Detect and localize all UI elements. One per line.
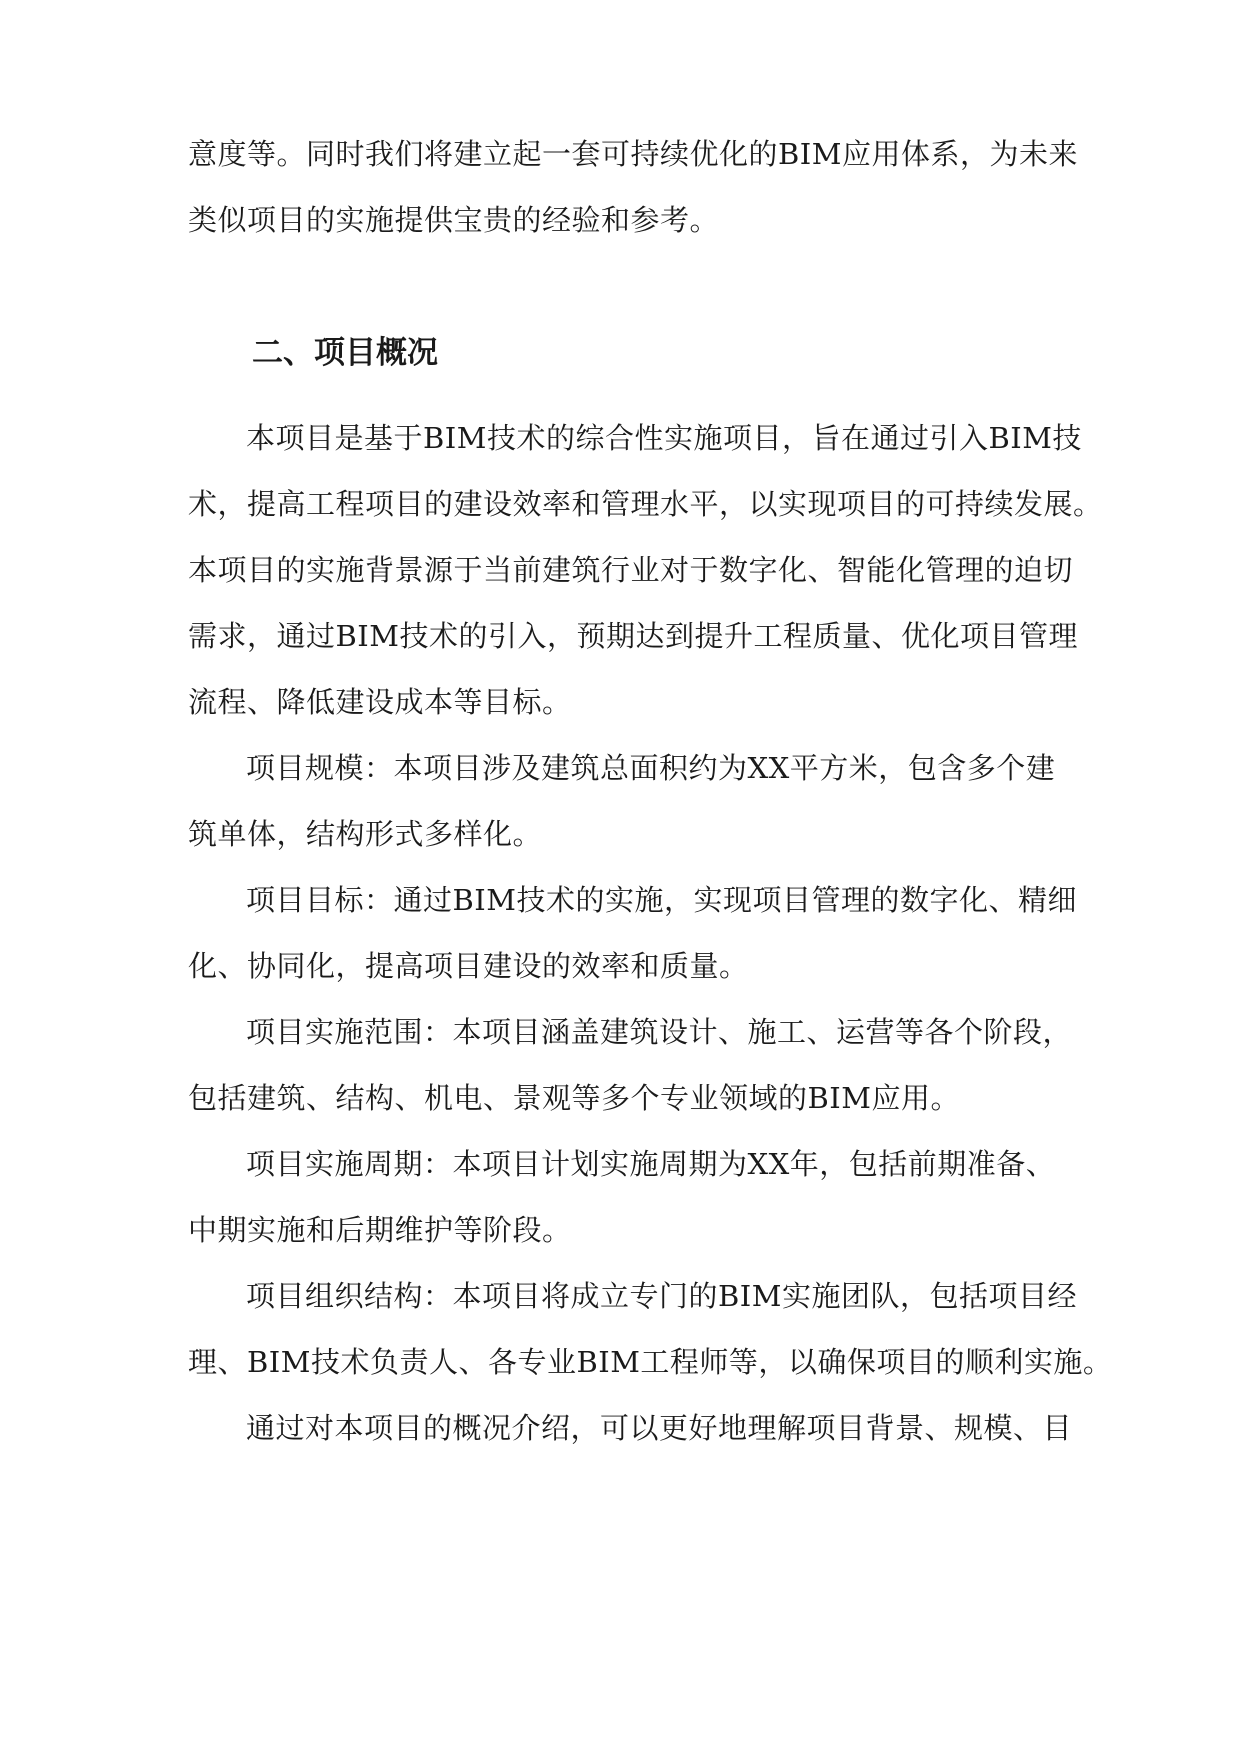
paragraph-line: 通过对本项目的概况介绍，可以更好地理解项目背景、规模、目 [246,1411,1073,1445]
paragraph-line: 项目实施范围：本项目涵盖建筑设计、施工、运营等各个阶段， [246,1015,1073,1049]
paragraph-line: 本项目的实施背景源于当前建筑行业对于数字化、智能化管理的迫切 [188,553,1074,587]
paragraph-line: 项目组织结构：本项目将成立专门的BIM实施团队，包括项目经 [246,1279,1077,1313]
paragraph-line: 类似项目的实施提供宝贵的经验和参考。 [188,203,720,237]
paragraph-line: 意度等。同时我们将建立起一套可持续优化的BIM应用体系，为未来 [188,137,1078,171]
paragraph-line: 化、协同化，提高项目建设的效率和质量。 [188,949,749,983]
paragraph-line: 项目目标：通过BIM技术的实施，实现项目管理的数字化、精细 [246,883,1077,917]
paragraph-line: 包括建筑、结构、机电、景观等多个专业领域的BIM应用。 [188,1081,960,1115]
paragraph-line: 中期实施和后期维护等阶段。 [188,1213,572,1247]
paragraph-line: 流程、降低建设成本等目标。 [188,685,572,719]
paragraph-line: 筑单体，结构形式多样化。 [188,817,543,851]
paragraph-line: 术，提高工程项目的建设效率和管理水平，以实现项目的可持续发展。 [188,487,1103,521]
paragraph-line: 理、BIM技术负责人、各专业BIM工程师等，以确保项目的顺利实施。 [188,1345,1113,1379]
paragraph-line: 项目实施周期：本项目计划实施周期为XX年，包括前期准备、 [246,1147,1056,1181]
paragraph-line: 需求，通过BIM技术的引入，预期达到提升工程质量、优化项目管理 [188,619,1078,653]
paragraph-line: 项目规模：本项目涉及建筑总面积约为XX平方米，包含多个建 [246,751,1056,785]
paragraph-line: 本项目是基于BIM技术的综合性实施项目，旨在通过引入BIM技 [246,421,1082,455]
section-heading: 二、项目概况 [252,335,438,371]
